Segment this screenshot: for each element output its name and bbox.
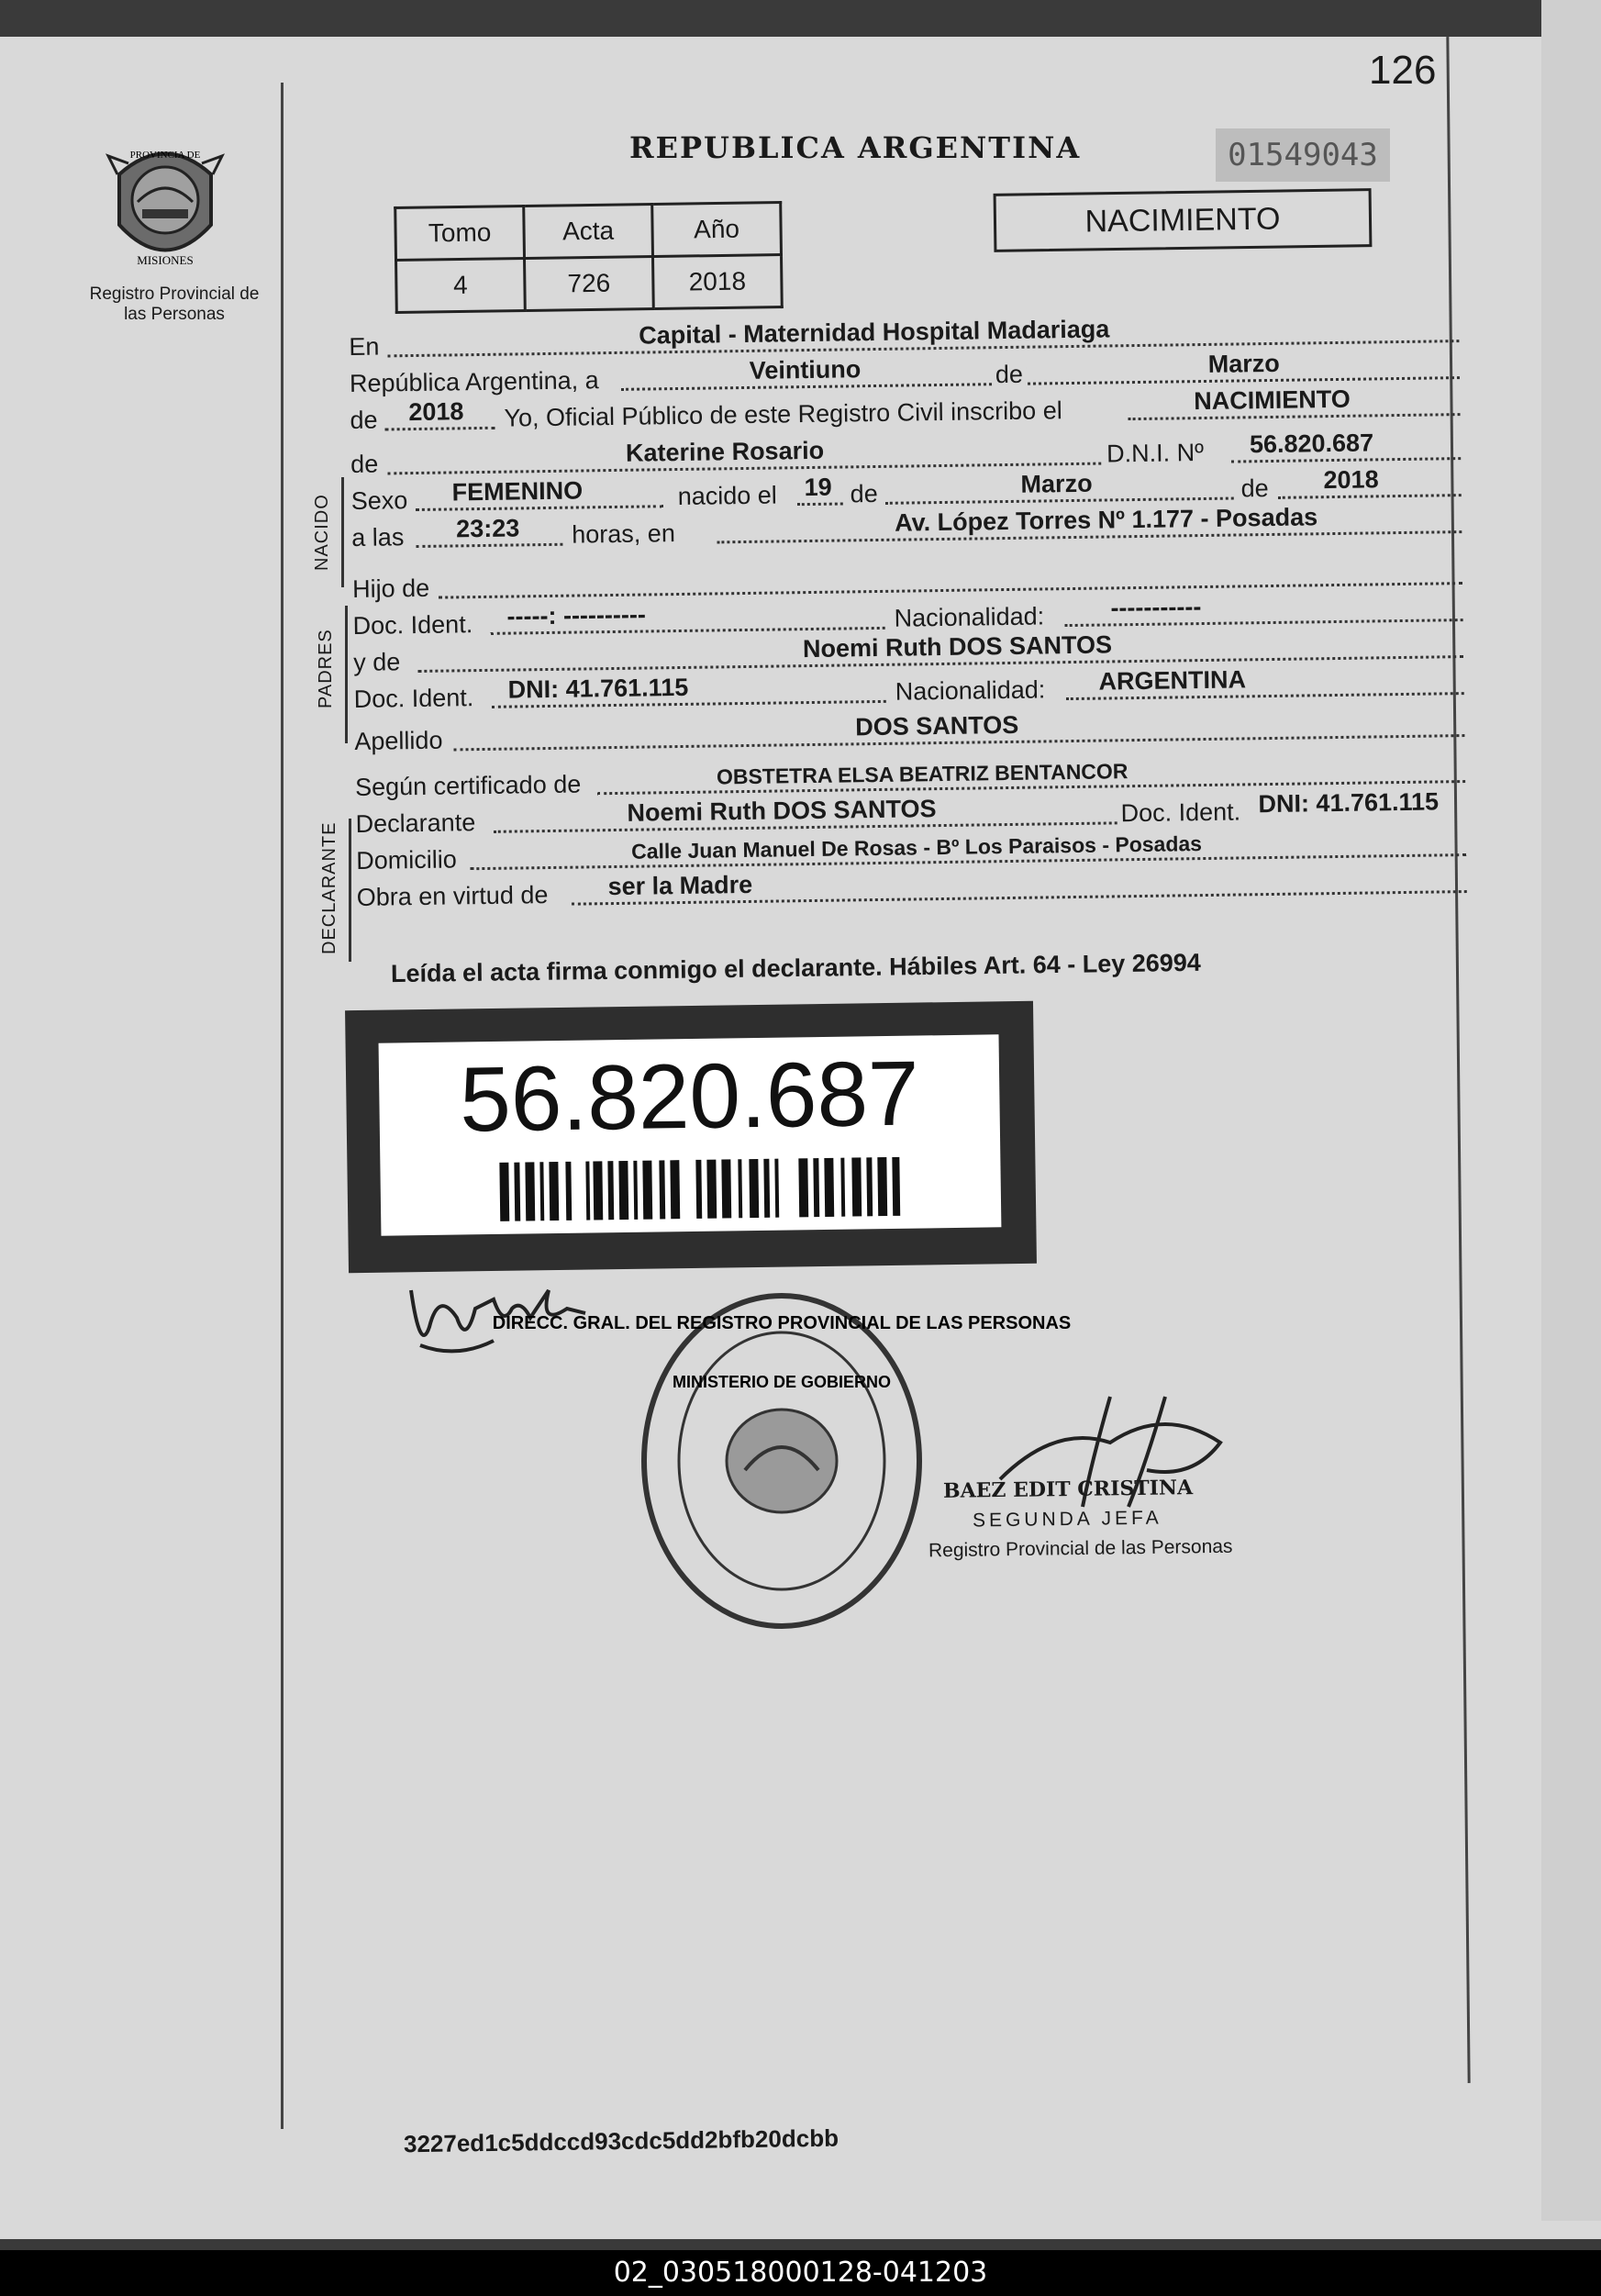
dia-value: Veintiuno <box>749 355 862 385</box>
nac-de2-label: de <box>1240 474 1269 503</box>
nac-mes: Marzo <box>1020 469 1093 498</box>
nombre-label: de <box>350 450 379 478</box>
inscribo-label: Yo, Oficial Público de este Registro Civil inscribo el <box>504 396 1062 432</box>
act-type-box: NACIMIENTO <box>994 188 1373 252</box>
nac-anio: 2018 <box>1323 465 1379 495</box>
nac-dia: 19 <box>804 473 832 502</box>
nacionalidad-madre-label: Nacionalidad: <box>895 675 1046 706</box>
lugar-nacimiento: Av. López Torres Nº 1.177 - Posadas <box>894 503 1318 537</box>
apellido-label: Apellido <box>354 726 443 755</box>
signer-organization: Registro Provincial de las Personas <box>928 1535 1233 1562</box>
apellido-value: DOS SANTOS <box>855 710 1019 741</box>
obra-value: ser la Madre <box>607 870 753 901</box>
document-hash: 3227ed1c5ddccd93cdc5dd2bfb20dcbb <box>403 2123 839 2158</box>
serial-number: 01549043 <box>1216 128 1390 182</box>
doc-padre-label: Doc. Ident. <box>352 610 473 640</box>
de2-label: de <box>350 406 378 434</box>
certificado-label: Según certificado de <box>354 770 582 801</box>
seal-outer-text: DIRECC. GRAL. DEL REGISTRO PROVINCIAL DE LAS PERSONAS <box>492 1313 1072 1333</box>
anio-value: 2018 <box>408 397 464 427</box>
page-edge <box>1541 0 1601 2221</box>
left-margin-line <box>281 83 284 2129</box>
alas-label: a las <box>351 523 405 552</box>
hora-value: 23:23 <box>455 514 520 543</box>
doc-decl-value: DNI: 41.761.115 <box>1258 787 1440 819</box>
doc-decl-label: Doc. Ident. <box>1120 797 1241 828</box>
inscribo-value: NACIMIENTO <box>1194 385 1351 416</box>
doc-madre-label: Doc. Ident. <box>353 684 474 713</box>
table-header-tomo: Tomo <box>395 206 525 260</box>
nacido-label: nacido el <box>677 481 777 511</box>
seal-inner-text: MINISTERIO DE GOBIERNO <box>672 1373 892 1391</box>
madre-value: Noemi Ruth DOS SANTOS <box>802 630 1113 663</box>
nac-madre-value: ARGENTINA <box>1098 665 1247 696</box>
nac-padre-value: ----------- <box>1110 593 1202 622</box>
republica-label: República Argentina, a <box>349 366 599 397</box>
certificado-value: OBSTETRA ELSA BEATRIZ BENTANCOR <box>716 759 1128 789</box>
birth-record-form <box>349 306 1476 912</box>
table-header-anio: Año <box>652 203 782 257</box>
legal-text: Leída el acta firma conmigo el declarante. Hábiles Art. 64 - Ley 26994 <box>390 948 1202 988</box>
table-value-anio: 2018 <box>652 255 782 309</box>
table-value-tomo: 4 <box>396 258 526 312</box>
sexo-value: FEMENINO <box>451 476 584 507</box>
sexo-label: Sexo <box>350 486 408 515</box>
dni-sticker-number: 56.820.687 <box>459 1042 920 1152</box>
dni-label: D.N.I. Nº <box>1103 439 1207 469</box>
registry-table <box>394 201 784 314</box>
logo-label: Registro Provincial de las Personas <box>89 284 260 324</box>
dni-value: 56.820.687 <box>1249 429 1374 459</box>
nacionalidad-padre-label: Nacionalidad: <box>894 602 1045 632</box>
table-value-acta: 726 <box>525 257 654 311</box>
page-number: 126 <box>1369 48 1437 93</box>
yde-label: y de <box>352 648 401 676</box>
domicilio-value: Calle Juan Manuel De Rosas - Bº Los Paraisos - Posadas <box>630 831 1203 864</box>
table-header-acta: Acta <box>524 205 653 259</box>
domicilio-label: Domicilio <box>356 845 457 875</box>
section-label-declarante: DECLARANTE <box>319 821 339 954</box>
declarante-label: Declarante <box>355 808 476 838</box>
obra-label: Obra en virtud de <box>356 881 549 911</box>
signer-title: SEGUNDA JEFA <box>972 1507 1162 1532</box>
hijo-label: Hijo de <box>351 574 430 603</box>
province-coat-of-arms-icon <box>101 138 229 275</box>
nombre-value: Katerine Rosario <box>625 436 825 467</box>
nac-de-label: de <box>850 479 878 508</box>
document-title: REPUBLICA ARGENTINA <box>629 130 1082 165</box>
dni-sticker <box>345 1001 1037 1273</box>
doc-padre-value: -----: ---------- <box>506 600 647 630</box>
logo-ribbon-top: PROVINCIA DE <box>129 150 201 161</box>
doc-madre-value: DNI: 41.761.115 <box>507 673 689 704</box>
signer-name: BAEZ EDIT CRISTINA <box>942 1476 1194 1503</box>
barcode-icon <box>499 1157 904 1221</box>
logo-ribbon-bottom: MISIONES <box>137 253 194 267</box>
scan-footer-id: 02_030518000128-041203 <box>0 2250 1601 2296</box>
horas-label: horas, en <box>572 519 676 549</box>
de-label: de <box>992 361 1027 390</box>
section-label-nacido: NACIDO <box>312 494 332 571</box>
lugar-inscripcion: Capital - Maternidad Hospital Madariaga <box>639 315 1110 350</box>
declarante-value: Noemi Ruth DOS SANTOS <box>627 795 937 827</box>
mes-value: Marzo <box>1207 349 1280 378</box>
en-label: En <box>349 332 380 361</box>
section-label-padres: PADRES <box>316 629 336 708</box>
